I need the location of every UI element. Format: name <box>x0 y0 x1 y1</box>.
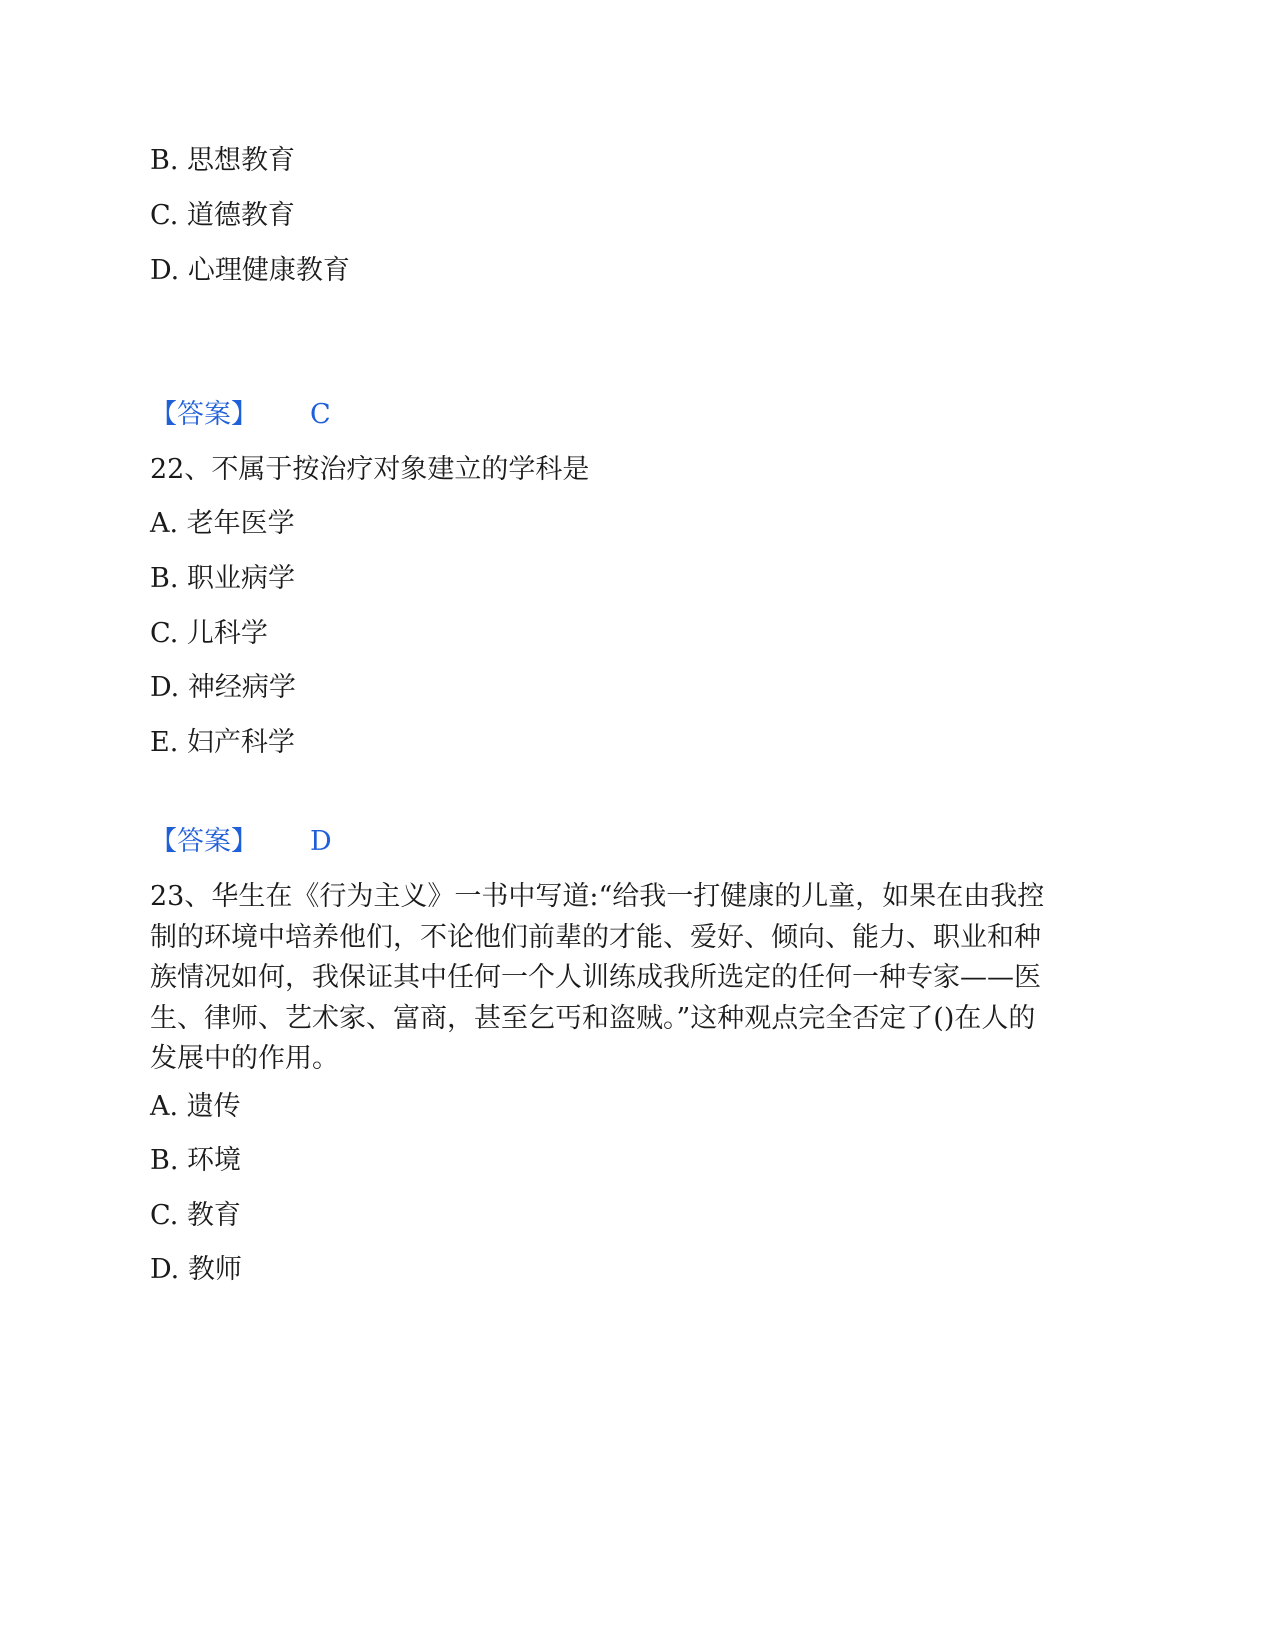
answer-label: 【答案】 <box>150 826 258 857</box>
q23-stem-line: 制的环境中培养他们，不论他们前辈的才能、爱好、倾向、能力、职业和种 <box>150 921 1041 953</box>
q22-option-a: A. 老年医学 <box>150 508 295 539</box>
q22-option-b: B. 职业病学 <box>150 563 296 594</box>
q23-option-b: B. 环境 <box>150 1145 242 1176</box>
q22-stem: 22、不属于按治疗对象建立的学科是 <box>150 454 590 485</box>
q23-option-d: D. 教师 <box>150 1254 242 1285</box>
q21-option-c: C. 道德教育 <box>150 200 295 231</box>
q23-stem-line: 生、律师、艺术家、富商，甚至乞丐和盗贼。”这种观点完全否定了()在人的 <box>150 1002 1036 1034</box>
q21-option-d: D. 心理健康教育 <box>150 255 350 286</box>
q22-option-c: C. 儿科学 <box>150 618 268 649</box>
answer-value: D <box>310 826 332 857</box>
answer-label: 【答案】 <box>150 399 258 430</box>
q23-stem-line: 族情况如何，我保证其中任何一个人训练成我所选定的任何一种专家——医 <box>150 962 1041 993</box>
q23-stem <box>150 877 1130 1080</box>
q23-stem-line: 发展中的作用。 <box>150 1043 339 1074</box>
q23-option-c: C. 教育 <box>150 1200 241 1231</box>
q22-option-e: E. 妇产科学 <box>150 727 295 758</box>
q21-answer <box>150 395 331 435</box>
q23-stem-line: 23、华生在《行为主义》一书中写道:“给我一打健康的儿童，如果在由我控 <box>150 881 1045 912</box>
q22-option-d: D. 神经病学 <box>150 672 296 703</box>
answer-value: C <box>310 399 331 430</box>
q23-option-a: A. 遗传 <box>150 1091 241 1122</box>
q21-option-b: B. 思想教育 <box>150 145 296 176</box>
q22-answer <box>150 822 332 862</box>
